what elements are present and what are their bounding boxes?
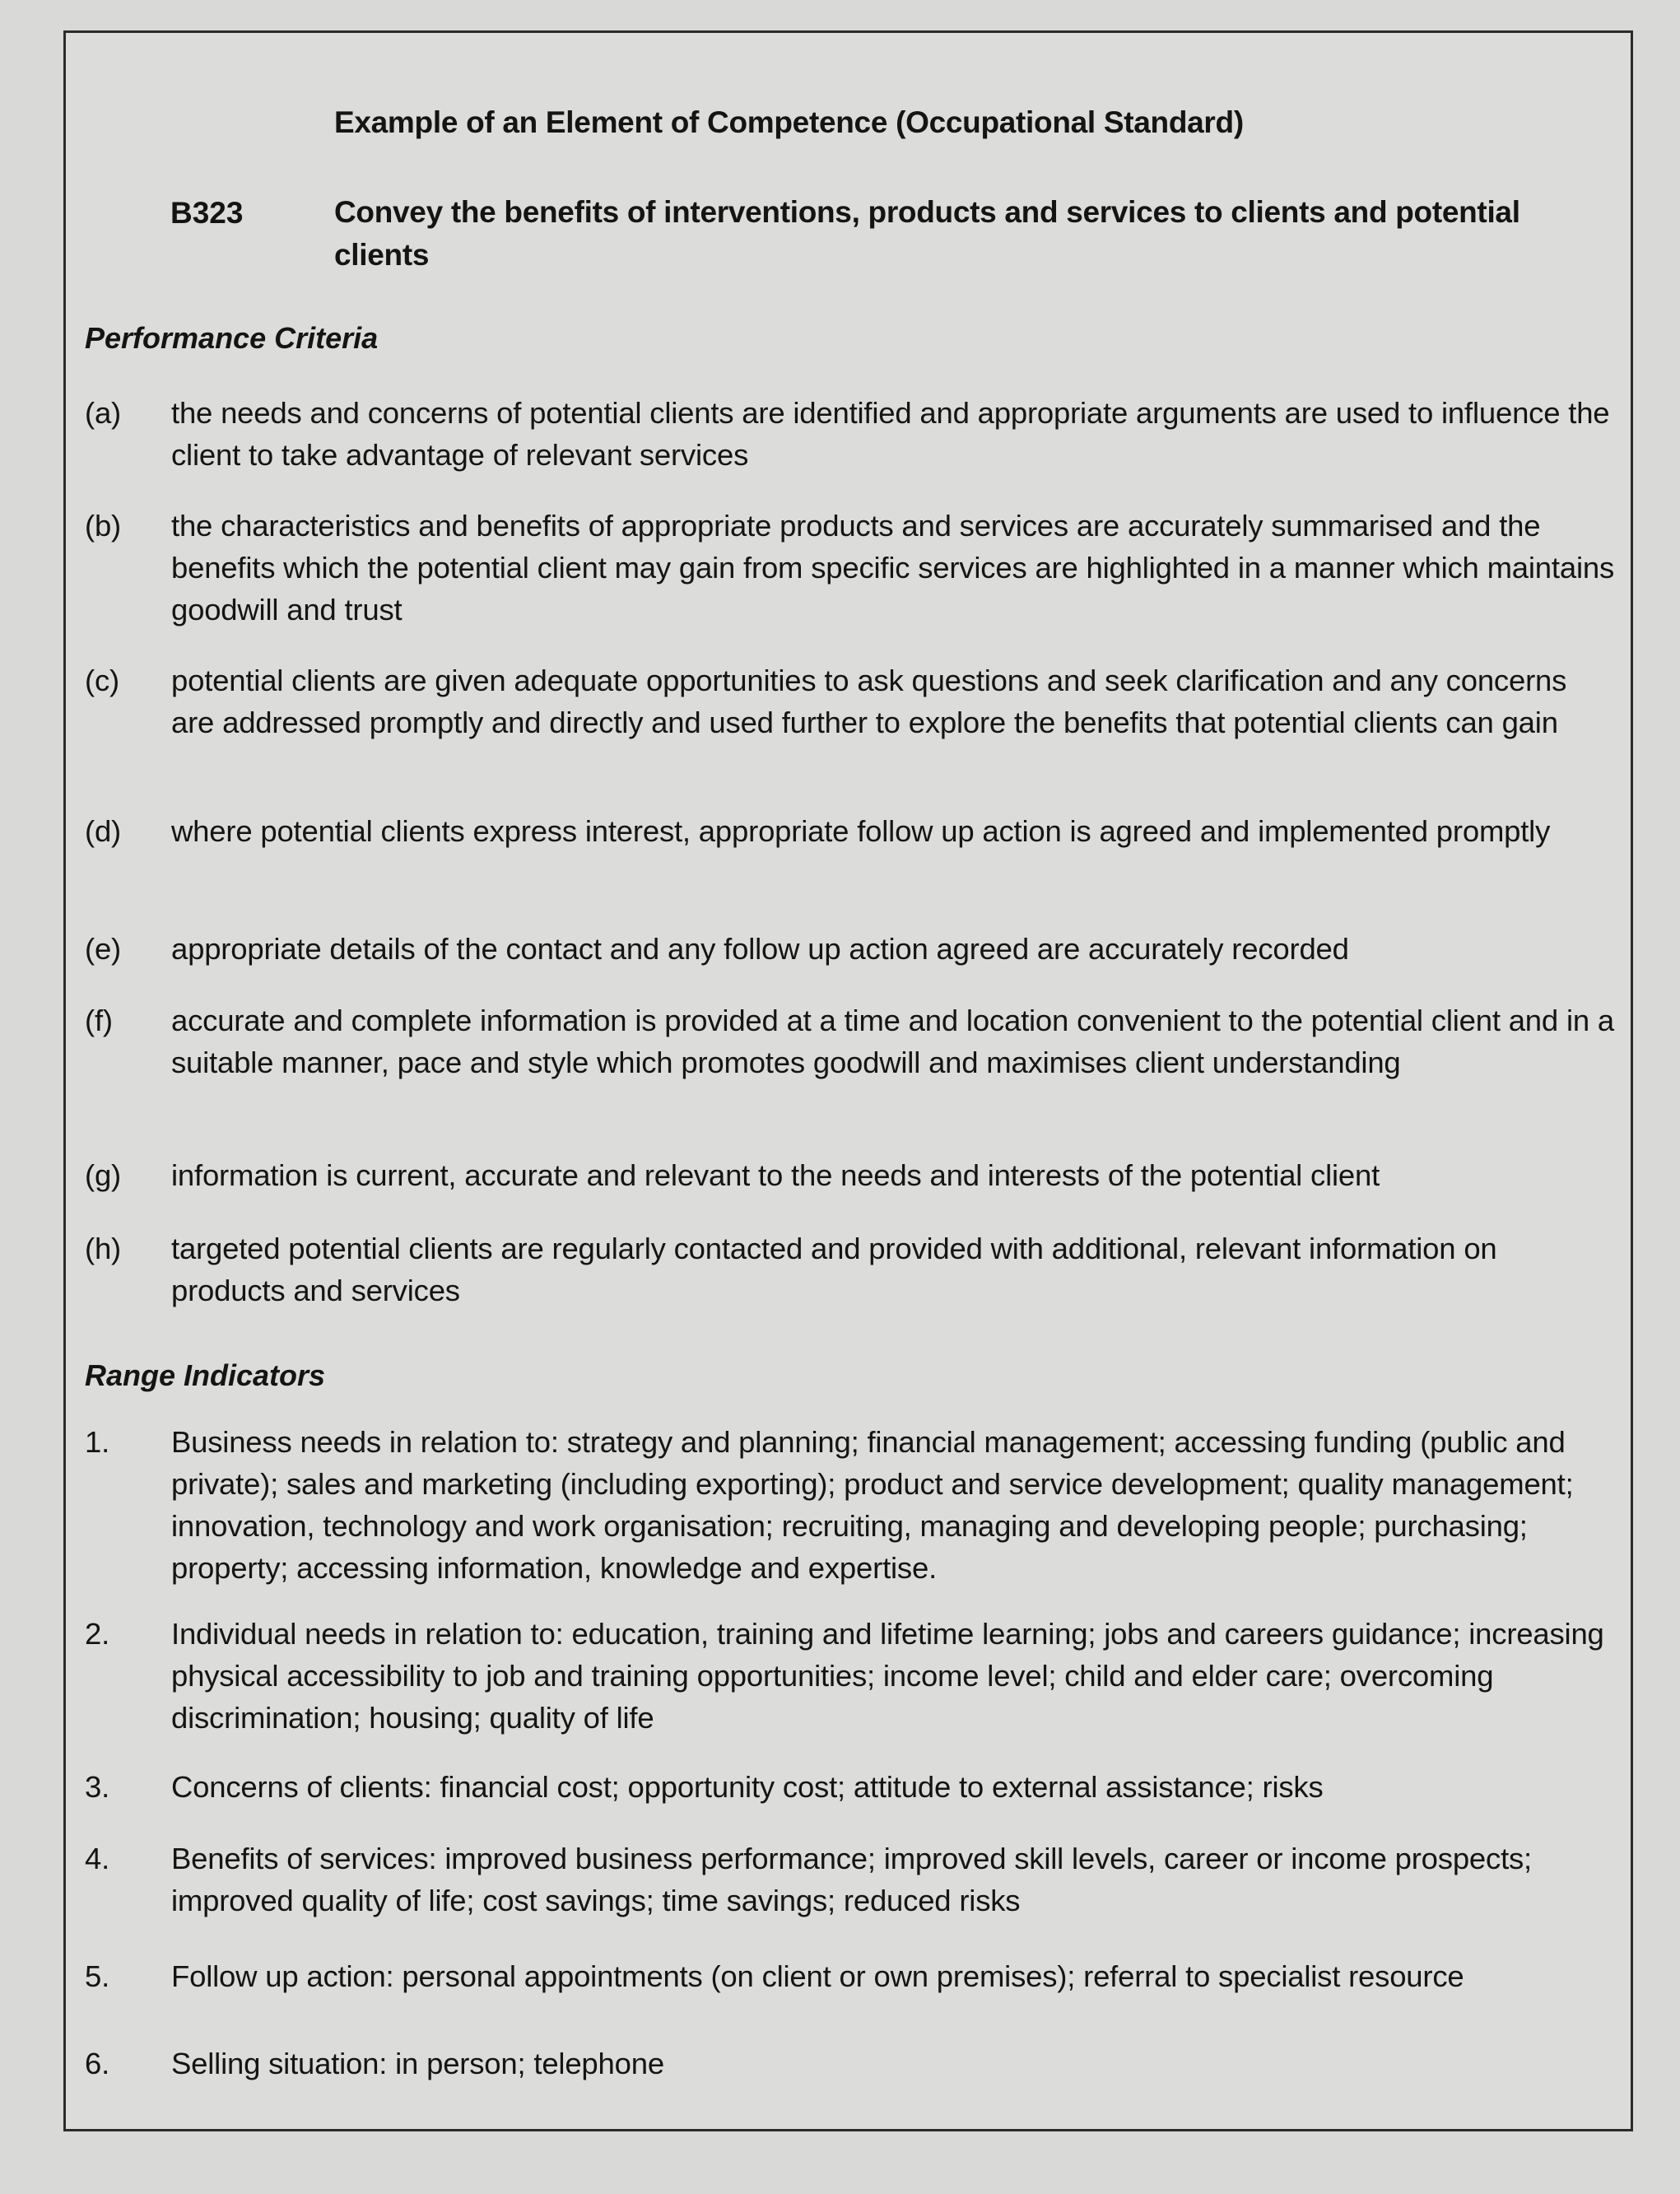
criterion-marker: (g) <box>85 1158 122 1192</box>
criterion-item-b <box>85 505 1616 631</box>
criterion-marker: (b) <box>85 509 122 543</box>
criterion-text: the needs and concerns of potential clients are identified and appropriate arguments are used to influence the client to take advantage of relevant services <box>171 396 1610 472</box>
criterion-text: targeted potential clients are regularly contacted and provided with additional, relevant information on products and services <box>171 1232 1497 1307</box>
range-item-1 <box>85 1421 1616 1589</box>
criterion-item-g <box>85 1154 1616 1196</box>
criterion-item-a <box>85 392 1616 476</box>
range-text: Business needs in relation to: strategy and planning; financial management; accessing funding (public and private); sales and marketing (including exporting); product and service development; quality management; innovation, technology and work organisation; recruiting, managing and developing people; purchasing; property; accessing information, knowledge and expertise. <box>171 1425 1574 1585</box>
criterion-item-d <box>85 810 1616 852</box>
element-code: B323 <box>170 196 244 230</box>
range-item-3 <box>85 1766 1616 1808</box>
range-marker: 4. <box>85 1842 110 1875</box>
range-marker: 3. <box>85 1770 110 1804</box>
element-title: Convey the benefits of interventions, products and services to clients and potential clients <box>334 195 1520 272</box>
criterion-marker: (f) <box>85 1004 113 1037</box>
criterion-marker: (a) <box>85 396 122 430</box>
range-marker: 6. <box>85 2047 110 2080</box>
range-item-4 <box>85 1838 1616 1921</box>
criterion-text: the characteristics and benefits of appropriate products and services are accurately summarised and the benefits which the potential client may gain from specific services are highlighted in a manner which maintains goodwill and trust <box>171 509 1615 627</box>
criterion-marker: (e) <box>85 932 122 966</box>
criterion-text: information is current, accurate and relevant to the needs and interests of the potential client <box>171 1158 1380 1192</box>
criterion-item-h <box>85 1227 1616 1311</box>
criterion-text: appropriate details of the contact and any follow up action agreed are accurately recorded <box>171 932 1349 966</box>
document-title: Example of an Element of Competence (Occupational Standard) <box>334 105 1244 139</box>
range-text: Individual needs in relation to: education, training and lifetime learning; jobs and careers guidance; increasing physical accessibility to job and training opportunities; income level; child and elder care; overcoming discrimination; housing; quality of life <box>171 1617 1604 1735</box>
range-marker: 1. <box>85 1425 110 1459</box>
criterion-marker: (h) <box>85 1232 122 1265</box>
criterion-item-c <box>85 659 1616 743</box>
criterion-text: accurate and complete information is provided at a time and location convenient to the potential client and in a suitable manner, pace and style which promotes goodwill and maximises client understanding <box>171 1004 1615 1079</box>
range-text: Selling situation: in person; telephone <box>171 2047 664 2080</box>
range-item-2 <box>85 1613 1616 1739</box>
criterion-text: potential clients are given adequate opportunities to ask questions and seek clarification and any concerns are addressed promptly and directly and used further to explore the benefits that potential clients can gain <box>171 664 1567 739</box>
range-item-6 <box>85 2043 1616 2085</box>
range-item-5 <box>85 1955 1616 1997</box>
range-text: Follow up action: personal appointments (on client or own premises); referral to specialist resource <box>171 1959 1464 1993</box>
range-marker: 5. <box>85 1959 110 1993</box>
criterion-item-f <box>85 999 1616 1083</box>
criterion-text: where potential clients express interest, appropriate follow up action is agreed and implemented promptly <box>171 814 1551 848</box>
criterion-marker: (d) <box>85 814 122 848</box>
range-indicators-heading: Range Indicators <box>85 1358 326 1392</box>
range-marker: 2. <box>85 1617 110 1651</box>
performance-criteria-heading: Performance Criteria <box>85 321 379 355</box>
range-text: Concerns of clients: financial cost; opportunity cost; attitude to external assistance; risks <box>171 1770 1324 1804</box>
criterion-item-e <box>85 928 1616 970</box>
criterion-marker: (c) <box>85 664 119 697</box>
range-text: Benefits of services: improved business performance; improved skill levels, career or income prospects; improved quality of life; cost savings; time savings; reduced risks <box>171 1842 1533 1917</box>
